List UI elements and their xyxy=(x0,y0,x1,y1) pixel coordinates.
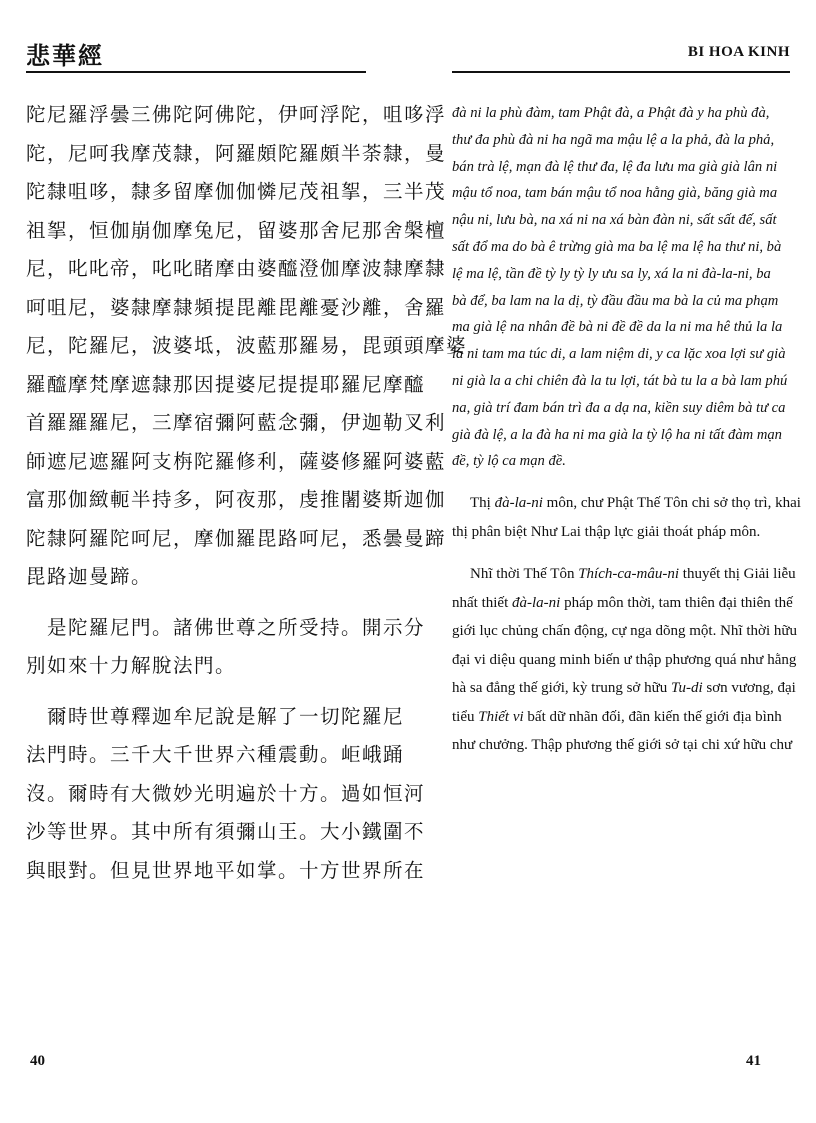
cjk-line: 陀隸阿羅陀呵尼，摩伽羅毘路呵尼，悉曇曼蹄 xyxy=(26,526,447,550)
cjk-dharani-paragraph xyxy=(26,96,468,597)
cjk-line: 毘路迦曼蹄。 xyxy=(26,565,153,588)
text-run: hà sa đẳng thế giới, kỳ trung sở hữu xyxy=(452,680,671,697)
text-run-italic: Thiết vi xyxy=(478,708,524,725)
viet-line xyxy=(452,589,793,618)
text-run-italic: đà-la-ni xyxy=(494,495,543,512)
viet-line: thị phân biệt Như Lai thập lực giải thoát pháp môn. xyxy=(452,523,761,540)
cjk-line: 陀，尼呵我摩茂隸，阿羅頗陀羅頗半荼隸，曼 xyxy=(26,141,447,165)
text-run: Thị xyxy=(470,495,495,512)
text-run: nhất thiết xyxy=(452,594,512,611)
text-run: thuyết thị Giải liễu xyxy=(679,566,796,583)
right-header-rule xyxy=(452,71,790,73)
text-run: Nhĩ thời Thế Tôn xyxy=(470,566,579,583)
cjk-line: 沙等世界。其中所有須彌山王。大小鐵圍不 xyxy=(26,820,426,843)
cjk-paragraph-2 xyxy=(26,609,426,686)
viet-line: bán trà lệ, mạn đà lệ thư đa, lệ đa lưu ma già già lân ni xyxy=(452,158,778,175)
viet-line: ma già lệ na nhân đề bà ni đề đề da la ni ma hê thủ la la xyxy=(452,319,783,336)
text-run: pháp môn thời, tam thiên đại thiên thế xyxy=(560,594,793,611)
viet-line: nậu ni, lưu bà, na xá ni na xá bàn đàn ni, sất sất đế, sất xyxy=(452,212,777,229)
cjk-line: 尼，叱叱帝，叱叱睹摩由婆醯澄伽摩波隸摩隸 xyxy=(26,257,447,280)
viet-line xyxy=(452,703,782,732)
viet-line: thư đa phù đà ni ha ngã ma mậu lệ a la phả, đà la phả, xyxy=(452,131,775,148)
text-run-italic: Thích-ca-mâu-ni xyxy=(578,566,680,583)
text-run: tiểu xyxy=(452,708,479,725)
text-run-italic: Tu-di xyxy=(670,680,703,697)
dharani-transliteration xyxy=(452,100,788,475)
cjk-line: 尼，陀羅尼，波婆坻，波藍那羅易，毘頭頭摩婆 xyxy=(26,334,468,357)
viet-line: như chưởng. Thập phương thế giới sở tại chi xứ hữu chư xyxy=(452,737,793,754)
cjk-line: 是陀羅尼門。諸佛世尊之所受持。開示分 xyxy=(47,615,426,639)
viet-line: già đà lệ, a la đà ha ni ma già la tỳ lộ ha ni tất đàm mạn xyxy=(452,426,782,443)
viet-line: mậu tổ noa, tam bán mậu tổ noa hằng già, băng già ma xyxy=(452,185,778,202)
viet-paragraph-2 xyxy=(452,560,797,760)
text-run-italic: đà-la-ni xyxy=(512,594,561,611)
cjk-line: 富那伽緻軛半持多，阿夜那，虔推闍婆斯迦伽 xyxy=(26,488,447,511)
viet-line xyxy=(452,674,796,703)
cjk-line: 法門時。三千大千世界六種震動。岠峨踊 xyxy=(26,743,405,766)
viet-line: đề, tỳ lộ ca mạn đề. xyxy=(452,453,566,470)
viet-line xyxy=(452,560,796,589)
viet-line: na, già trí đam bán trì đa a dạ na, kiền suy diêm bà tư ca xyxy=(452,399,786,416)
viet-line xyxy=(452,489,801,518)
viet-line: la ni tam ma túc di, a lam niệm di, y ca lặc xoa lợi sư già xyxy=(452,346,786,363)
cjk-line: 與眼對。但見世界地平如掌。十方世界所在 xyxy=(26,858,426,882)
cjk-line: 羅醯摩梵摩遮隸那因提婆尼提提耶羅尼摩醯 xyxy=(26,372,426,396)
text-run: sơn vương, đại xyxy=(702,680,796,697)
viet-line: sất đổ ma do bà ê trừng già ma ba lệ ma lệ ha thư ni, bà xyxy=(452,238,782,255)
viet-line: giới lục chủng chấn động, cự nga dõng một. Nhĩ thời hữu xyxy=(452,623,797,640)
right-body-text xyxy=(452,100,801,760)
viet-line: đà ni la phù đàm, tam Phật đà, a Phật đà y ha phù đà, xyxy=(452,105,770,121)
left-page-number: 40 xyxy=(30,1053,45,1069)
cjk-line: 祖挐，恒伽崩伽摩兔尼，留婆那舍尼那舍槃檀 xyxy=(26,218,447,242)
viet-line: bà để, ba lam na la dị, tỳ đầu đầu ma bà la củ ma phạm xyxy=(452,292,779,309)
viet-paragraph-1 xyxy=(452,489,801,546)
viet-line: ni già la a chi chiên đà la tu lợi, tát bà tu la a bà lam phú xyxy=(452,372,788,389)
cjk-line: 呵咀尼，婆隸摩隸頻提毘離毘離憂沙離，舍羅 xyxy=(26,295,447,319)
cjk-line: 師遮尼遮羅阿支栴陀羅修利，薩婆修羅阿婆藍 xyxy=(26,449,447,473)
viet-line: lệ ma lệ, tần đề tỳ ly tỳ ly ưu sa ly, xá la ni đà-la-ni, ba xyxy=(452,265,771,282)
left-header-title: 悲華經 xyxy=(26,41,104,70)
viet-line: đại vi diệu quang minh biến ư thập phương quá như hằng xyxy=(452,651,797,668)
cjk-line: 爾時世尊釋迦牟尼說是解了一切陀羅尼 xyxy=(47,704,405,728)
cjk-paragraph-3 xyxy=(26,698,426,891)
cjk-line: 別如來十力解脫法門。 xyxy=(26,654,237,677)
cjk-line: 陀尼羅浮曇三佛陀阿佛陀，伊呵浮陀，咀哆浮 xyxy=(26,103,447,126)
text-run: môn, chư Phật Thế Tôn chi sở thọ trì, khai xyxy=(542,495,801,512)
cjk-line: 沒。爾時有大微妙光明遍於十方。過如恒河 xyxy=(26,781,426,805)
right-header-title: BI HOA KINH xyxy=(687,44,790,60)
right-page-number: 41 xyxy=(746,1053,761,1069)
text-run: bất dữ nhãn đối, đãn kiến thế giới địa bình xyxy=(523,708,782,725)
left-header-rule xyxy=(26,71,366,73)
cjk-line: 首羅羅羅尼，三摩宿彌阿藍念彌，伊迦勒叉利 xyxy=(26,411,447,434)
cjk-line: 陀隸咀哆，隸多留摩伽伽憐尼茂祖挐，三半茂 xyxy=(26,180,447,203)
